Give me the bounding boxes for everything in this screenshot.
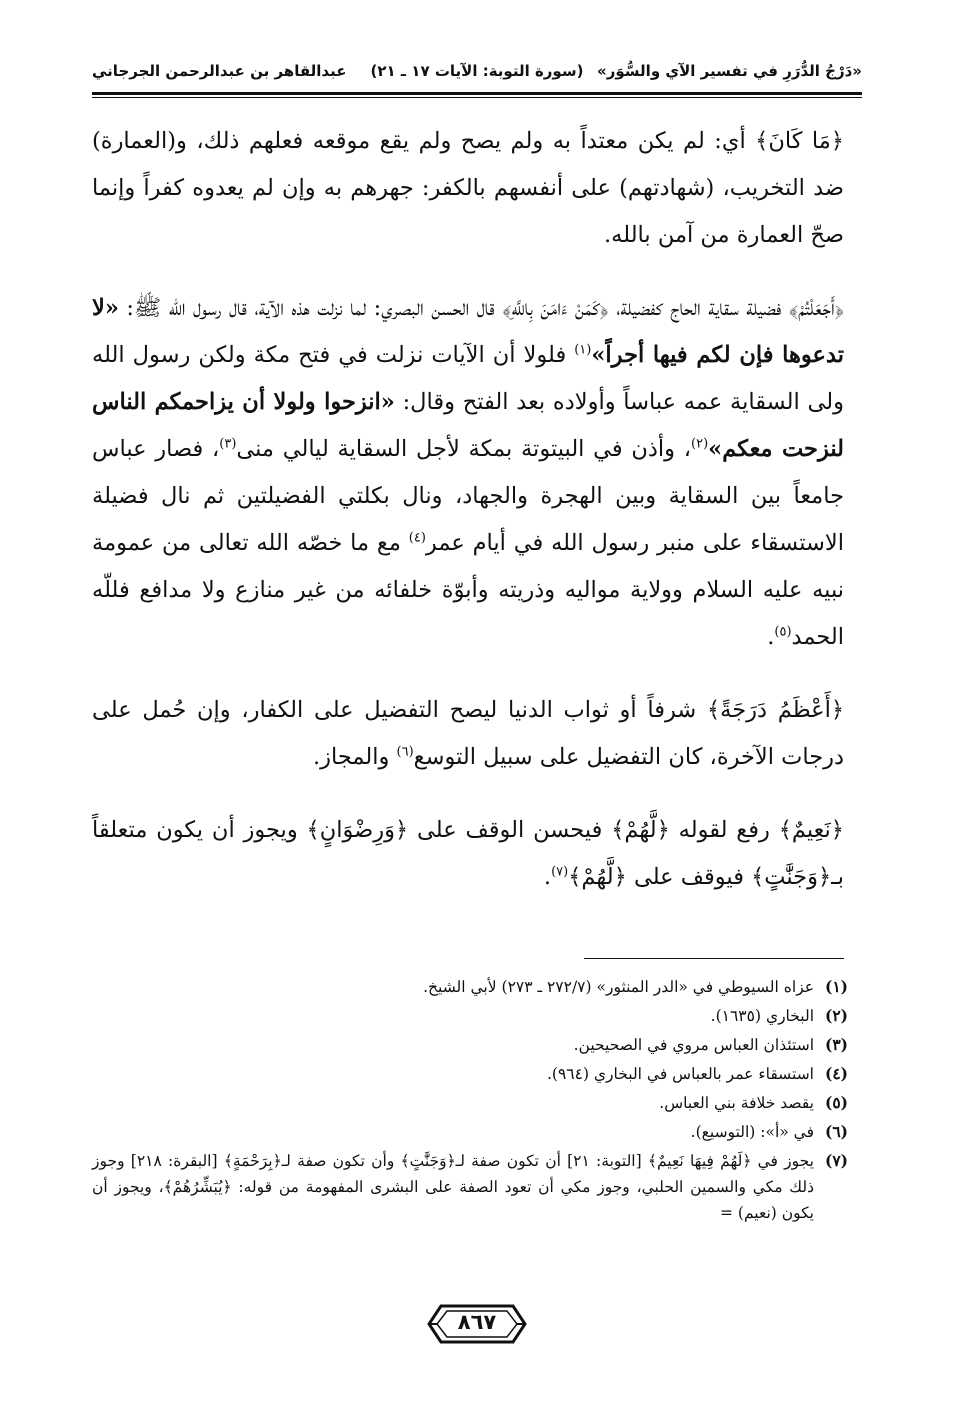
text-run: قال الحسن البصري: لما نزلت هذه الآية، قال رسول الله ﷺ: bbox=[118, 295, 503, 321]
footnote-number: (٢) bbox=[824, 1006, 848, 1025]
footnote-text: البخاري (١٦٣٥). bbox=[710, 1007, 814, 1025]
text-run: فضيلة سقاية الحاج كفضيلة، bbox=[608, 295, 789, 321]
page-number-badge bbox=[427, 1302, 527, 1346]
text-run: فلولا أن الآيات نزلت في فتح مكة ولكن رسول الله ولى السقاية عمه عباساً وأولاده بعد الفتح وقال: bbox=[92, 342, 844, 415]
footnote-ref: (٦) bbox=[396, 744, 414, 760]
running-header bbox=[92, 58, 862, 88]
footnote-text: يقصد خلافة بني العباس. bbox=[659, 1094, 814, 1112]
quran-quote: ﴿لَّهُمْ﴾ bbox=[611, 817, 670, 843]
footnotes bbox=[92, 974, 848, 1229]
footnote-number: (١) bbox=[824, 977, 848, 996]
quran-quote: ﴿كَمَنْ ءَامَنَ بِاللَّهِ﴾ bbox=[502, 295, 609, 321]
text-run: . bbox=[767, 624, 775, 650]
text-run: فيوقف على bbox=[626, 864, 752, 890]
footnote bbox=[92, 1148, 848, 1226]
footnote bbox=[92, 1032, 848, 1058]
main-text bbox=[92, 118, 844, 927]
footnote-text: استسقاء عمر بالعباس في البخاري (٩٦٤). bbox=[546, 1065, 814, 1083]
footnote bbox=[92, 974, 848, 1000]
paragraph-3 bbox=[92, 687, 844, 781]
footnote-ref: (١) bbox=[574, 342, 592, 358]
footnote-ref: (٧) bbox=[551, 864, 569, 880]
footnote bbox=[92, 1119, 848, 1145]
footnote-number: (٥) bbox=[824, 1093, 848, 1112]
hadith-quote: «لا تدعوها فإن لكم فيها أجراً» bbox=[92, 295, 844, 368]
text-run: فيحسن الوقف على bbox=[408, 817, 612, 843]
footnote bbox=[92, 1061, 848, 1087]
header-author: عبدالقاهر بن عبدالرحمن الجرجاني bbox=[92, 62, 347, 80]
header-book-title: «دَرْجُ الدُّرَرِ في تفسير الآي والسُّوَر» bbox=[597, 62, 862, 80]
text-run: رفع لقوله bbox=[669, 817, 779, 843]
quran-quote: ﴿لَّهُمْ﴾ bbox=[568, 864, 627, 890]
paragraph-1 bbox=[92, 118, 844, 259]
footnote-ref: (٢) bbox=[691, 436, 709, 452]
text-run: ، وأذن في البيتوتة بمكة لأجل السقاية ليالي منى bbox=[236, 436, 692, 462]
footnote-number: (٧) bbox=[824, 1151, 848, 1170]
header-surah-range: (سورة التوبة: الآيات ١٧ ـ ٢١) bbox=[370, 62, 584, 80]
footnote-number: (٣) bbox=[824, 1035, 848, 1054]
footnote-text: في «أ»: (التوسيع). bbox=[690, 1123, 814, 1141]
paragraph-2 bbox=[92, 285, 844, 661]
quran-quote: ﴿أَعْظَمُ دَرَجَةً﴾ bbox=[706, 697, 845, 723]
quran-quote: ﴿مَا كَانَ﴾ bbox=[755, 128, 844, 154]
text-run: أي: لم يكن معتداً به ولم يصح ولم يقع موقعه فعلهم ذلك، و(العمارة) ضد التخريب، (شهادتهم) على أنفسهم بالكفر: جهرهم به وإن لم يعدوه كفراً وإنما صحّ العمارة من آمن بالله. bbox=[92, 128, 844, 248]
footnote-number: (٦) bbox=[824, 1122, 848, 1141]
text-run: ، فصار عباس جامعاً بين السقاية وبين الهجرة والجهاد، ونال بكلتي الفضيلتين ثم نال فضيلة الاستسقاء على منبر رسول الله في أيام عمر bbox=[92, 436, 844, 556]
footnote-ref: (٥) bbox=[774, 624, 792, 640]
footnote bbox=[92, 1090, 848, 1116]
footnote-separator bbox=[584, 958, 844, 959]
footnote-text: يجوز في ﴿لَهُمْ فِيهَا نَعِيمٌ﴾ [التوبة: ٢١] أن تكون صفة لـ﴿وَجَنَّٰتٍ﴾ وأن تكون صفة لـ﴿بِرَحْمَةٍ﴾ [البقرة: ٢١٨] وجوز ذلك مكي والسمين الحلبي، وجوز مكي أن تعود الصفة على البشرى المفهومة من قوله: ﴿يُبَشِّرُهُمْ﴾، ويجوز أن يكون (نعيم) = bbox=[92, 1152, 814, 1222]
header-rule-thin bbox=[92, 97, 862, 98]
text-run: مع ما خصّه الله تعالى من عمومة نبيه عليه السلام وولاية مواليه وذريته وأبوّة خلفائه من غير منازع ولا مدافع فللّه الحمد bbox=[92, 530, 844, 650]
quran-quote: ﴿وَرِضْوَانٍ﴾ bbox=[306, 817, 409, 843]
footnote-ref: (٣) bbox=[219, 436, 237, 452]
page-number: ٨٦٧ bbox=[457, 1310, 497, 1334]
footnote bbox=[92, 1003, 848, 1029]
footnote-ref: (٤) bbox=[408, 530, 426, 546]
paragraph-4 bbox=[92, 807, 844, 901]
footnote-text: استئذان العباس مروي في الصحيحين. bbox=[573, 1036, 814, 1054]
footnote-number: (٤) bbox=[824, 1064, 848, 1083]
text-run: . bbox=[543, 864, 552, 890]
header-rule-thick bbox=[92, 92, 862, 95]
text-run: والمجاز. bbox=[312, 744, 397, 770]
quran-quote: ﴿أَجَعَلْتُمْ﴾ bbox=[788, 295, 845, 321]
text-run: ويجوز أن يكون متعلقاً بـ bbox=[92, 817, 844, 890]
text-run: شرفاً أو ثواب الدنيا ليصح التفضيل على الكفار، وإن حُمل على درجات الآخرة، كان التفضيل على سبيل التوسع bbox=[92, 697, 844, 770]
quran-quote: ﴿نَعِيمٌ﴾ bbox=[778, 817, 844, 843]
quran-quote: ﴿وَجَنَّٰتٍ﴾ bbox=[751, 864, 832, 890]
footnote-text: عزاه السيوطي في «الدر المنثور» (٢٧٢/٧ ـ ٢٧٣) لأبي الشيخ. bbox=[423, 978, 814, 996]
hadith-quote: «انزحوا ولولا أن يزاحمكم الناس لنزحت معكم» bbox=[92, 389, 845, 462]
